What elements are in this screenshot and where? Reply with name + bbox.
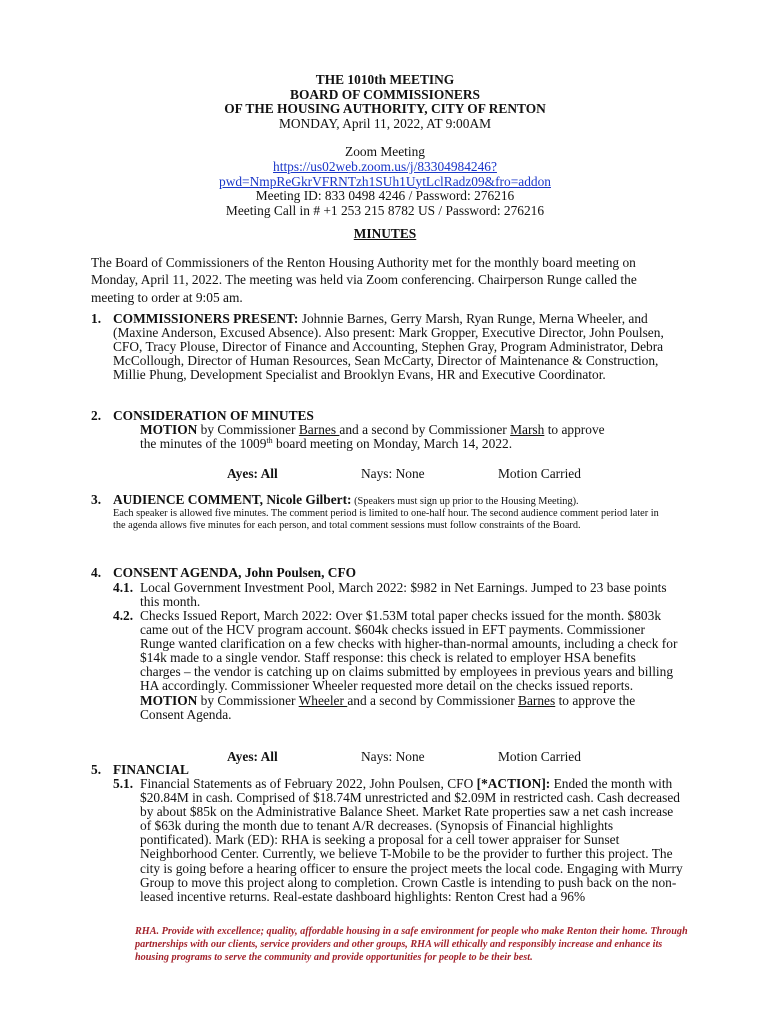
motion-fragment: to approve bbox=[544, 422, 605, 438]
section-number: 4. bbox=[91, 565, 102, 580]
motion-label: MOTION bbox=[140, 422, 198, 438]
item-4-2 bbox=[113, 609, 679, 722]
section-heading: FINANCIAL bbox=[113, 762, 189, 777]
vote-nays: Nays: None bbox=[361, 749, 425, 764]
section-number: 1. bbox=[91, 311, 102, 326]
section-heading: AUDIENCE COMMENT, Nicole Gilbert: bbox=[113, 492, 352, 507]
vote-ayes: Ayes: All bbox=[227, 749, 278, 764]
zoom-link-line-2[interactable]: pwd=NmpReGkrVFRNTzh1SUh1UytLclRadz09&fro=addon bbox=[219, 173, 551, 189]
motion-text bbox=[140, 694, 679, 722]
vote-result: Motion Carried bbox=[498, 749, 581, 764]
section-consent-agenda bbox=[91, 566, 686, 580]
meeting-date: MONDAY, April 11, 2022, AT 9:00AM bbox=[278, 115, 492, 131]
section-heading: CONSIDERATION OF MINUTES bbox=[113, 408, 314, 423]
section-number: 5. bbox=[91, 762, 102, 777]
meeting-number: THE 1010th MEETING bbox=[315, 72, 455, 87]
section-number: 3. bbox=[91, 492, 102, 507]
item-fragment: Financial Statements as of February 2022, John Poulsen, CFO bbox=[140, 777, 477, 791]
intro-paragraph: The Board of Commissioners of the Renton Housing Authority met for the monthly board meeting on Monday, April 11, 2022. The meeting was held via Zoom conferencing. Chairperson Runge called the meeting to order at 9:05 am. bbox=[91, 255, 637, 305]
seconder-name: Barnes bbox=[518, 692, 556, 708]
zoom-link-line-1[interactable]: https://us02web.zoom.us/j/83304984246? bbox=[273, 158, 497, 174]
item-text: Local Government Investment Pool, March 2022: $982 in Net Earnings. Jumped to 23 base points this month. bbox=[140, 580, 667, 610]
section-consideration-of-minutes bbox=[91, 409, 686, 451]
motion-fragment: and a second by Commissioner bbox=[347, 692, 519, 708]
minutes-title: MINUTES bbox=[353, 226, 417, 241]
item-5-1 bbox=[113, 777, 683, 919]
motion-text bbox=[140, 423, 686, 451]
section-note: (Speakers must sign up prior to the Housing Meeting). bbox=[351, 496, 579, 507]
action-tag: [*ACTION]: bbox=[476, 777, 551, 791]
zoom-label: Zoom Meeting bbox=[345, 144, 425, 160]
motion-label: MOTION bbox=[140, 692, 198, 708]
section-financial bbox=[91, 763, 686, 777]
section-commissioners-present bbox=[91, 312, 686, 382]
item-4-1 bbox=[113, 581, 679, 609]
motion-fragment: to approve the Consent Agenda. bbox=[140, 692, 636, 722]
motion-fragment: by Commissioner bbox=[197, 422, 299, 438]
item-text bbox=[140, 777, 683, 904]
call-in-number: Meeting Call in # +1 253 215 8782 US / Password: 276216 bbox=[225, 202, 545, 218]
item-text: Checks Issued Report, March 2022: Over $1.53M total paper checks issued for the month. $803k came out of the HCV program account. $604k checks issued in EFT payments. Commissioner Runge wanted clarification on a few checks with higher-than-normal amounts, including a check for $14k made to a single vendor. Staff response: this check is related to employer HSA benefits charges – the vendor is catching up on claims submitted by employees in previous years and billing HA accordingly. Commissioner Wheeler requested more detail on the checks issued reports. bbox=[140, 608, 678, 694]
motion-fragment: by Commissioner bbox=[197, 692, 299, 708]
item-number: 5.1. bbox=[113, 777, 134, 791]
section-heading: COMMISSIONERS PRESENT: bbox=[113, 311, 299, 326]
meeting-header bbox=[0, 73, 770, 218]
board-title: BOARD OF COMMISSIONERS bbox=[290, 86, 480, 102]
ordinal-suffix: th bbox=[266, 436, 273, 446]
authority-title: OF THE HOUSING AUTHORITY, CITY OF RENTON bbox=[224, 101, 546, 117]
seconder-name: Marsh bbox=[510, 422, 545, 438]
motion-fragment: board meeting on Monday, March 14, 2022. bbox=[272, 436, 513, 452]
vote-nays: Nays: None bbox=[361, 466, 425, 481]
vote-result: Motion Carried bbox=[498, 466, 581, 481]
item-number: 4.2. bbox=[113, 608, 134, 623]
meeting-id: Meeting ID: 833 0498 4246 / Password: 276216 bbox=[255, 188, 515, 204]
section-audience-comment bbox=[91, 493, 686, 509]
section-number: 2. bbox=[91, 408, 102, 423]
section-text: Johnnie Barnes, Gerry Marsh, Ryan Runge, Merna Wheeler, and (Maxine Anderson, Excused Absence). Also present: Mark Gropper, Executive Director, John Poulsen, CFO, Tracy Plouse, Director of Finance and Accounting, Stephen Gray, Program Administrator, Debra McCollough, Director of Human Resources, Sean McCarty, Director of Maintenance & Construction, Millie Phung, Development Specialist and Brooklyn Evans, HR and Executive Coordinator. bbox=[113, 311, 664, 383]
mission-statement-footer: RHA. Provide with excellence; quality, affordable housing in a safe environment for people who make Renton their home. Through partnerships with our clients, service providers and other groups, RHA will ethically and responsibly increase and enhance its housing programs to serve the community and provide opportunities for people to be their best. bbox=[135, 926, 688, 963]
mover-name: Wheeler bbox=[298, 692, 348, 708]
audience-rules: Each speaker is allowed five minutes. The comment period is limited to one-half hour. The second audience comment period later in the agenda allows five minutes for each person, and total comment sessions must follow constraints of the Board. bbox=[113, 508, 659, 531]
item-number: 4.1. bbox=[113, 580, 134, 595]
motion-fragment: and a second by Commissioner bbox=[339, 422, 511, 438]
section-heading: CONSENT AGENDA, John Poulsen, CFO bbox=[113, 565, 357, 580]
vote-ayes: Ayes: All bbox=[227, 466, 278, 481]
mover-name: Barnes bbox=[298, 422, 340, 438]
item-fragment: Ended the month with $20.84M in cash. Comprised of $18.74M unrestricted and $2.09M in restricted cash. Cash decreased by about $85k on the Administrative Balance Sheet. Market Rate properties saw a net cash increase of $63k during the month due to tenant A/R decreases. (Synopsis of Financial highlights pontificated). Mark (ED): RHA is seeking a proposal for a cell tower appraiser for Sunset Neighborhood Center. Currently, we believe T-Mobile to be the provider to further this project. The city is going before a hearing officer to ensure the project meets the local code. Engaging with Murry Group to move this project along to completion. Crown Castle is intending to push back on the non-leased incentive returns. Real-estate dashboard highlights: Renton Crest had a 96% bbox=[140, 777, 683, 904]
motion-fragment: the minutes of the 1009 bbox=[140, 436, 267, 452]
